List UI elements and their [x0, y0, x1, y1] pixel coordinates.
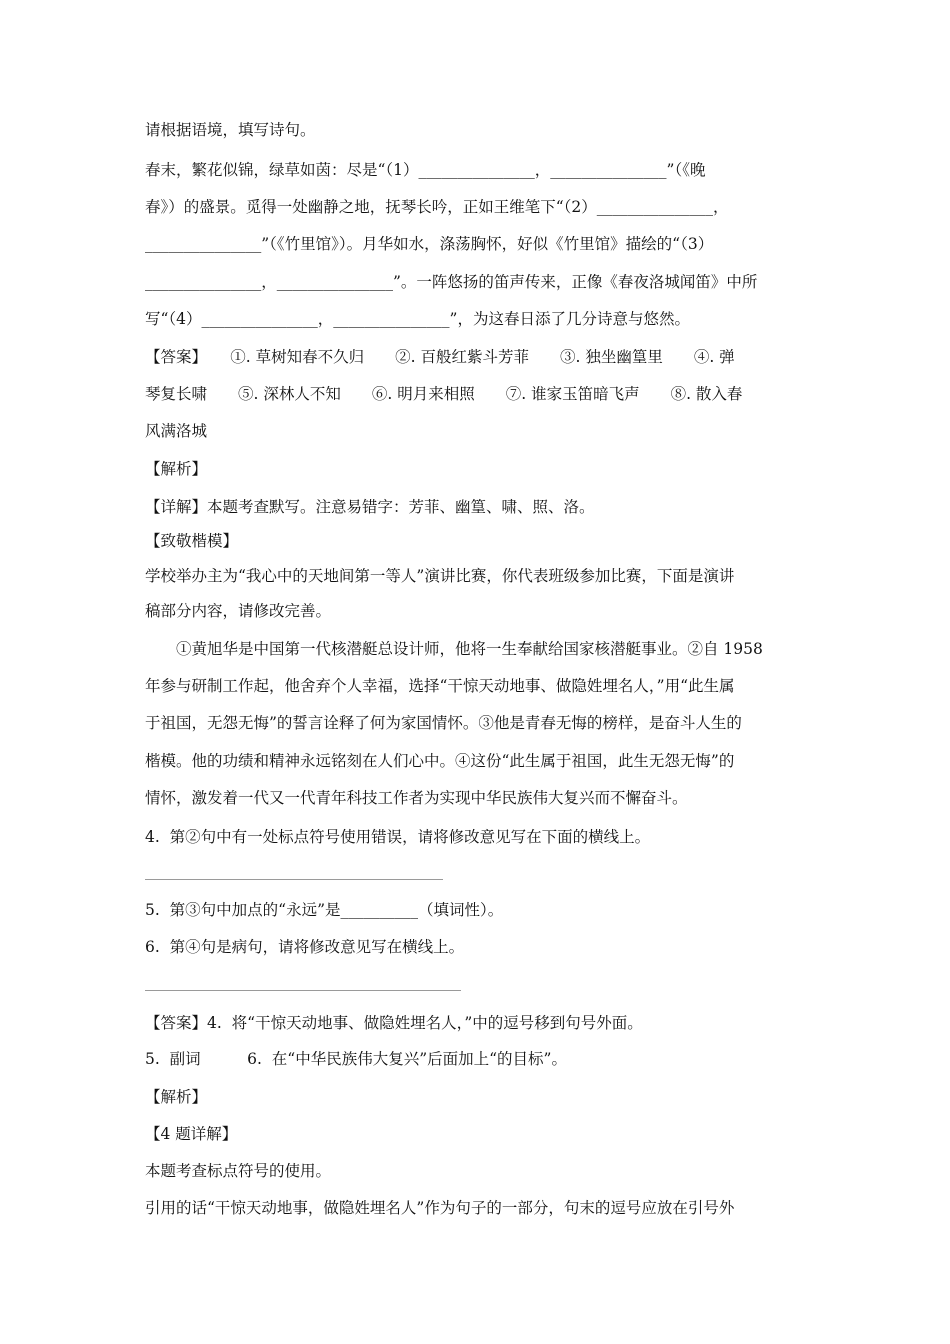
answer-line-1: 【答案】 ①. 草树知春不久归 ②. 百般红紫斗芳菲 ③. 独坐幽篁里 ④. 弹: [145, 348, 735, 366]
instruction-line: 请根据语境，填写诗句。: [145, 121, 316, 139]
poem-fill-line-1: 春末，繁花似锦，绿草如茵：尽是“（1）_______________，_______________”（《晚: [145, 161, 706, 179]
answer-line-4: 【答案】4. 将“干惊天动地事、做隐姓埋名人，”中的逗号移到句号外面。: [145, 1014, 643, 1032]
question-4: 4. 第②句中有一处标点符号使用错误，请将修改意见写在下面的横线上。: [145, 828, 651, 846]
passage-line-5: 情怀，激发着一代又一代青年科技工作者为实现中华民族伟大复兴而不懈奋斗。: [145, 789, 688, 807]
answer-line-3: 风满洛城: [145, 422, 208, 440]
explanation-line-1: 本题考查标点符号的使用。: [145, 1162, 332, 1180]
analysis-heading-2: 【解析】: [145, 1088, 208, 1106]
passage-line-3: 于祖国，无怨无悔”的誓言诠释了何为家国情怀。③他是青春无悔的榜样，是奋斗人生的: [145, 714, 742, 732]
section-heading: 【致敬楷模】: [145, 532, 239, 550]
detail-line: 【详解】本题考查默写。注意易错字：芳菲、幽篁、啸、照、洛。: [145, 498, 595, 516]
poem-fill-line-5: 写“（4）_______________，_______________”，为这春日添了几分诗意与悠然。: [145, 310, 690, 328]
answer-line-5: 5. 副词 6. 在“中华民族伟大复兴”后面加上“的目标”。: [145, 1050, 567, 1068]
poem-fill-line-3: _______________”（《竹里馆》）。月华如水，涤荡胸怀，好似《竹里馆》描绘的“（3）: [145, 235, 714, 253]
poem-fill-line-2: 春》）的盛景。觅得一处幽静之地，抚琴长吟，正如王维笔下“（2）_______________，: [145, 198, 729, 216]
question-5: 5. 第③句中加点的“永远”是__________（填词性）。: [145, 901, 504, 919]
answer-blank-line-6: [145, 990, 461, 991]
prompt-line-2: 稿部分内容，请修改完善。: [145, 602, 332, 620]
answer-line-2: 琴复长啸 ⑤. 深林人不知 ⑥. 明月来相照 ⑦. 谁家玉笛暗飞声 ⑧. 散入春: [145, 385, 743, 403]
detail-heading-4: 【4 题详解】: [145, 1125, 238, 1143]
prompt-line-1: 学校举办主为“我心中的天地间第一等人”演讲比赛，你代表班级参加比赛，下面是演讲: [145, 567, 735, 585]
passage-line-2: 年参与研制工作起，他舍弃个人幸福，选择“干惊天动地事、做隐姓埋名人，”用“此生属: [145, 677, 735, 695]
passage-line-1: ①黄旭华是中国第一代核潜艇总设计师，他将一生奉献给国家核潜艇事业。②自 1958: [176, 640, 763, 658]
poem-fill-line-4: _______________，_______________”。一阵悠扬的笛声传来，正像《春夜洛城闻笛》中所: [145, 273, 758, 291]
analysis-heading: 【解析】: [145, 460, 208, 478]
answer-blank-line-4: [145, 879, 443, 880]
explanation-line-2: 引用的话“干惊天动地事，做隐姓埋名人”作为句子的一部分，句末的逗号应放在引号外: [145, 1199, 735, 1217]
passage-line-4: 楷模。他的功绩和精神永远铭刻在人们心中。④这份“此生属于祖国，此生无怨无悔”的: [145, 752, 735, 770]
question-6: 6. 第④句是病句，请将修改意见写在横线上。: [145, 938, 465, 956]
